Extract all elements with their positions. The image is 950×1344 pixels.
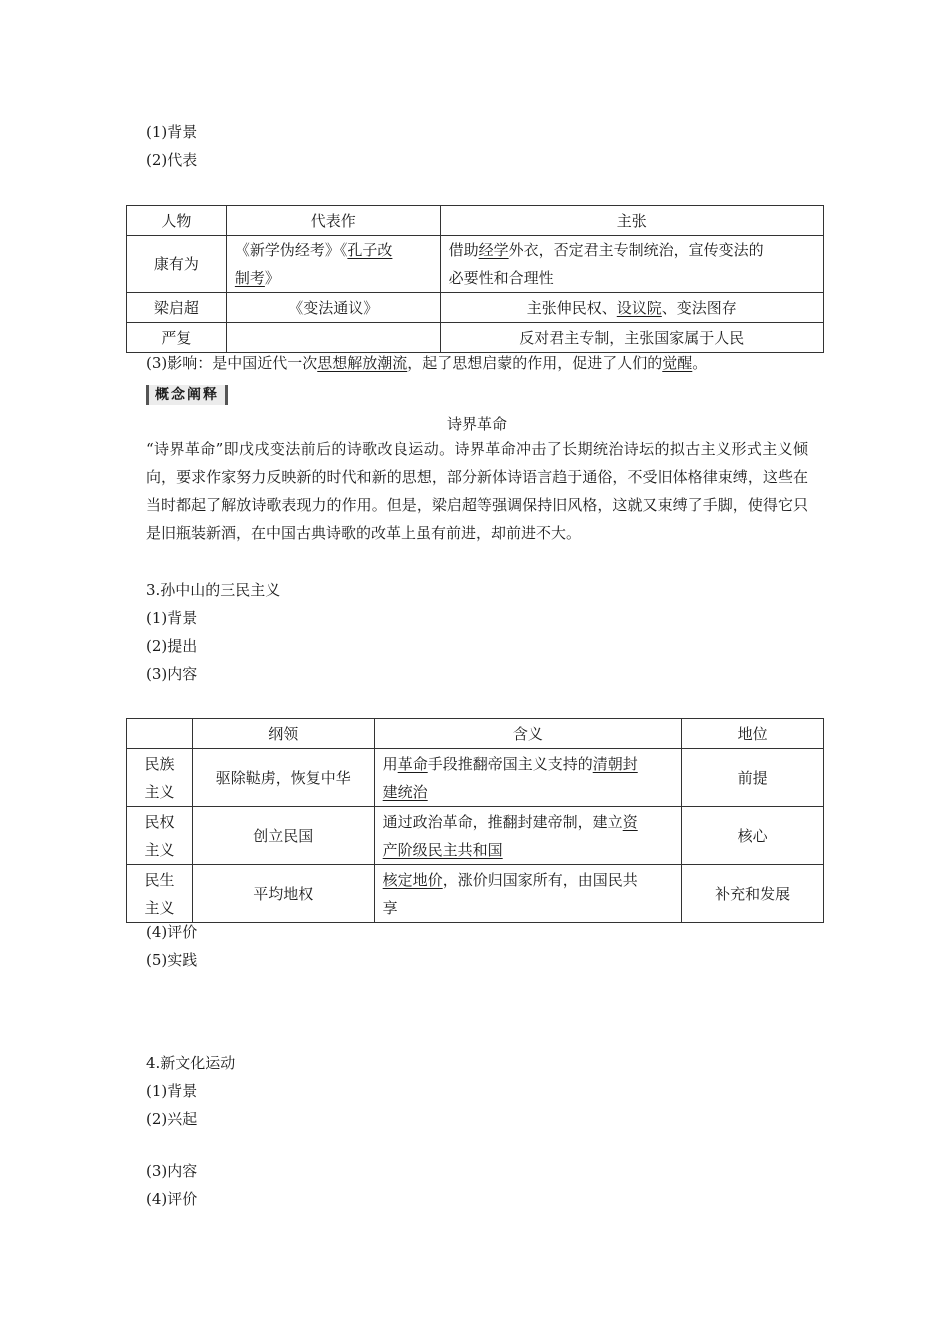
sec3-content: (3)内容 — [146, 665, 198, 683]
principle-minquan: 民权 主义 — [127, 807, 193, 865]
table-row — [127, 749, 824, 807]
sec3-practice: (5)实践 — [146, 951, 198, 969]
sec4-evaluation: (4)评价 — [146, 1190, 198, 1208]
person-yan: 严复 — [127, 323, 227, 353]
status-minsheng: 补充和发展 — [682, 865, 824, 923]
sec2-representatives: (2)代表 — [146, 151, 198, 169]
header-status: 地位 — [682, 719, 824, 749]
sec3-background: (1)背景 — [146, 609, 198, 627]
meaning-minzu: 用革命手段推翻帝国主义支持的清朝封 建统治 — [374, 749, 682, 807]
sec2-influence: (3)影响：是中国近代一次思想解放潮流，起了思想启蒙的作用，促进了人们的觉醒。 — [146, 354, 708, 372]
concept-title: 诗界革命 — [446, 415, 507, 433]
header-work: 代表作 — [226, 206, 440, 236]
table-row — [127, 323, 824, 353]
person-liang: 梁启超 — [127, 293, 227, 323]
reformers-table — [126, 205, 824, 353]
principle-minzu: 民族 主义 — [127, 749, 193, 807]
work-kang: 《新学伪经考》《孔子改 制考》 — [226, 236, 440, 293]
header-person: 人物 — [127, 206, 227, 236]
sec3-evaluation: (4)评价 — [146, 923, 198, 941]
status-minzu: 前提 — [682, 749, 824, 807]
header-program: 纲领 — [192, 719, 374, 749]
program-minzu: 驱除鞑虏，恢复中华 — [192, 749, 374, 807]
table-header-row — [127, 206, 824, 236]
header-blank — [127, 719, 193, 749]
sec4-content: (3)内容 — [146, 1162, 198, 1180]
work-yan — [226, 323, 440, 353]
principle-minsheng: 民生 主义 — [127, 865, 193, 923]
table-header-row — [127, 719, 824, 749]
sec3-proposal: (2)提出 — [146, 637, 198, 655]
sec3-title: 3.孙中山的三民主义 — [146, 581, 281, 599]
header-claim: 主张 — [440, 206, 823, 236]
table-row — [127, 236, 824, 293]
sec4-background: (1)背景 — [146, 1082, 198, 1100]
program-minsheng: 平均地权 — [192, 865, 374, 923]
meaning-minquan: 通过政治革命，推翻封建帝制，建立资 产阶级民主共和国 — [374, 807, 682, 865]
claim-kang: 借助经学外衣，否定君主专制统治，宣传变法的 必要性和合理性 — [440, 236, 823, 293]
program-minquan: 创立民国 — [192, 807, 374, 865]
three-principles-table — [126, 718, 824, 923]
concept-body: “诗界革命”即戊戌变法前后的诗歌改良运动。诗界革命冲击了长期统治诗坛的拟古主义形式主义倾向，要求作家努力反映新的时代和新的思想，部分新体诗语言趋于通俗，不受旧体格律束缚，这些在当时都起了解放诗歌表现力的作用。但是，梁启超等强调保持旧风格，这就又束缚了手脚，使得它只是旧瓶装新酒，在中国古典诗歌的改革上虽有前进，却前进不大。 — [146, 440, 808, 542]
person-kang: 康有为 — [127, 236, 227, 293]
claim-yan: 反对君主专制，主张国家属于人民 — [440, 323, 823, 353]
table-row — [127, 293, 824, 323]
sec4-rise: (2)兴起 — [146, 1110, 198, 1128]
table-row — [127, 865, 824, 923]
claim-liang: 主张伸民权、设议院、变法图存 — [440, 293, 823, 323]
concept-tag: 概念阐释 — [146, 385, 228, 405]
sec4-title: 4.新文化运动 — [146, 1054, 236, 1072]
table-row — [127, 807, 824, 865]
status-minquan: 核心 — [682, 807, 824, 865]
header-meaning: 含义 — [374, 719, 682, 749]
meaning-minsheng: 核定地价，涨价归国家所有，由国民共 享 — [374, 865, 682, 923]
sec2-background: (1)背景 — [146, 123, 198, 141]
work-liang: 《变法通议》 — [226, 293, 440, 323]
